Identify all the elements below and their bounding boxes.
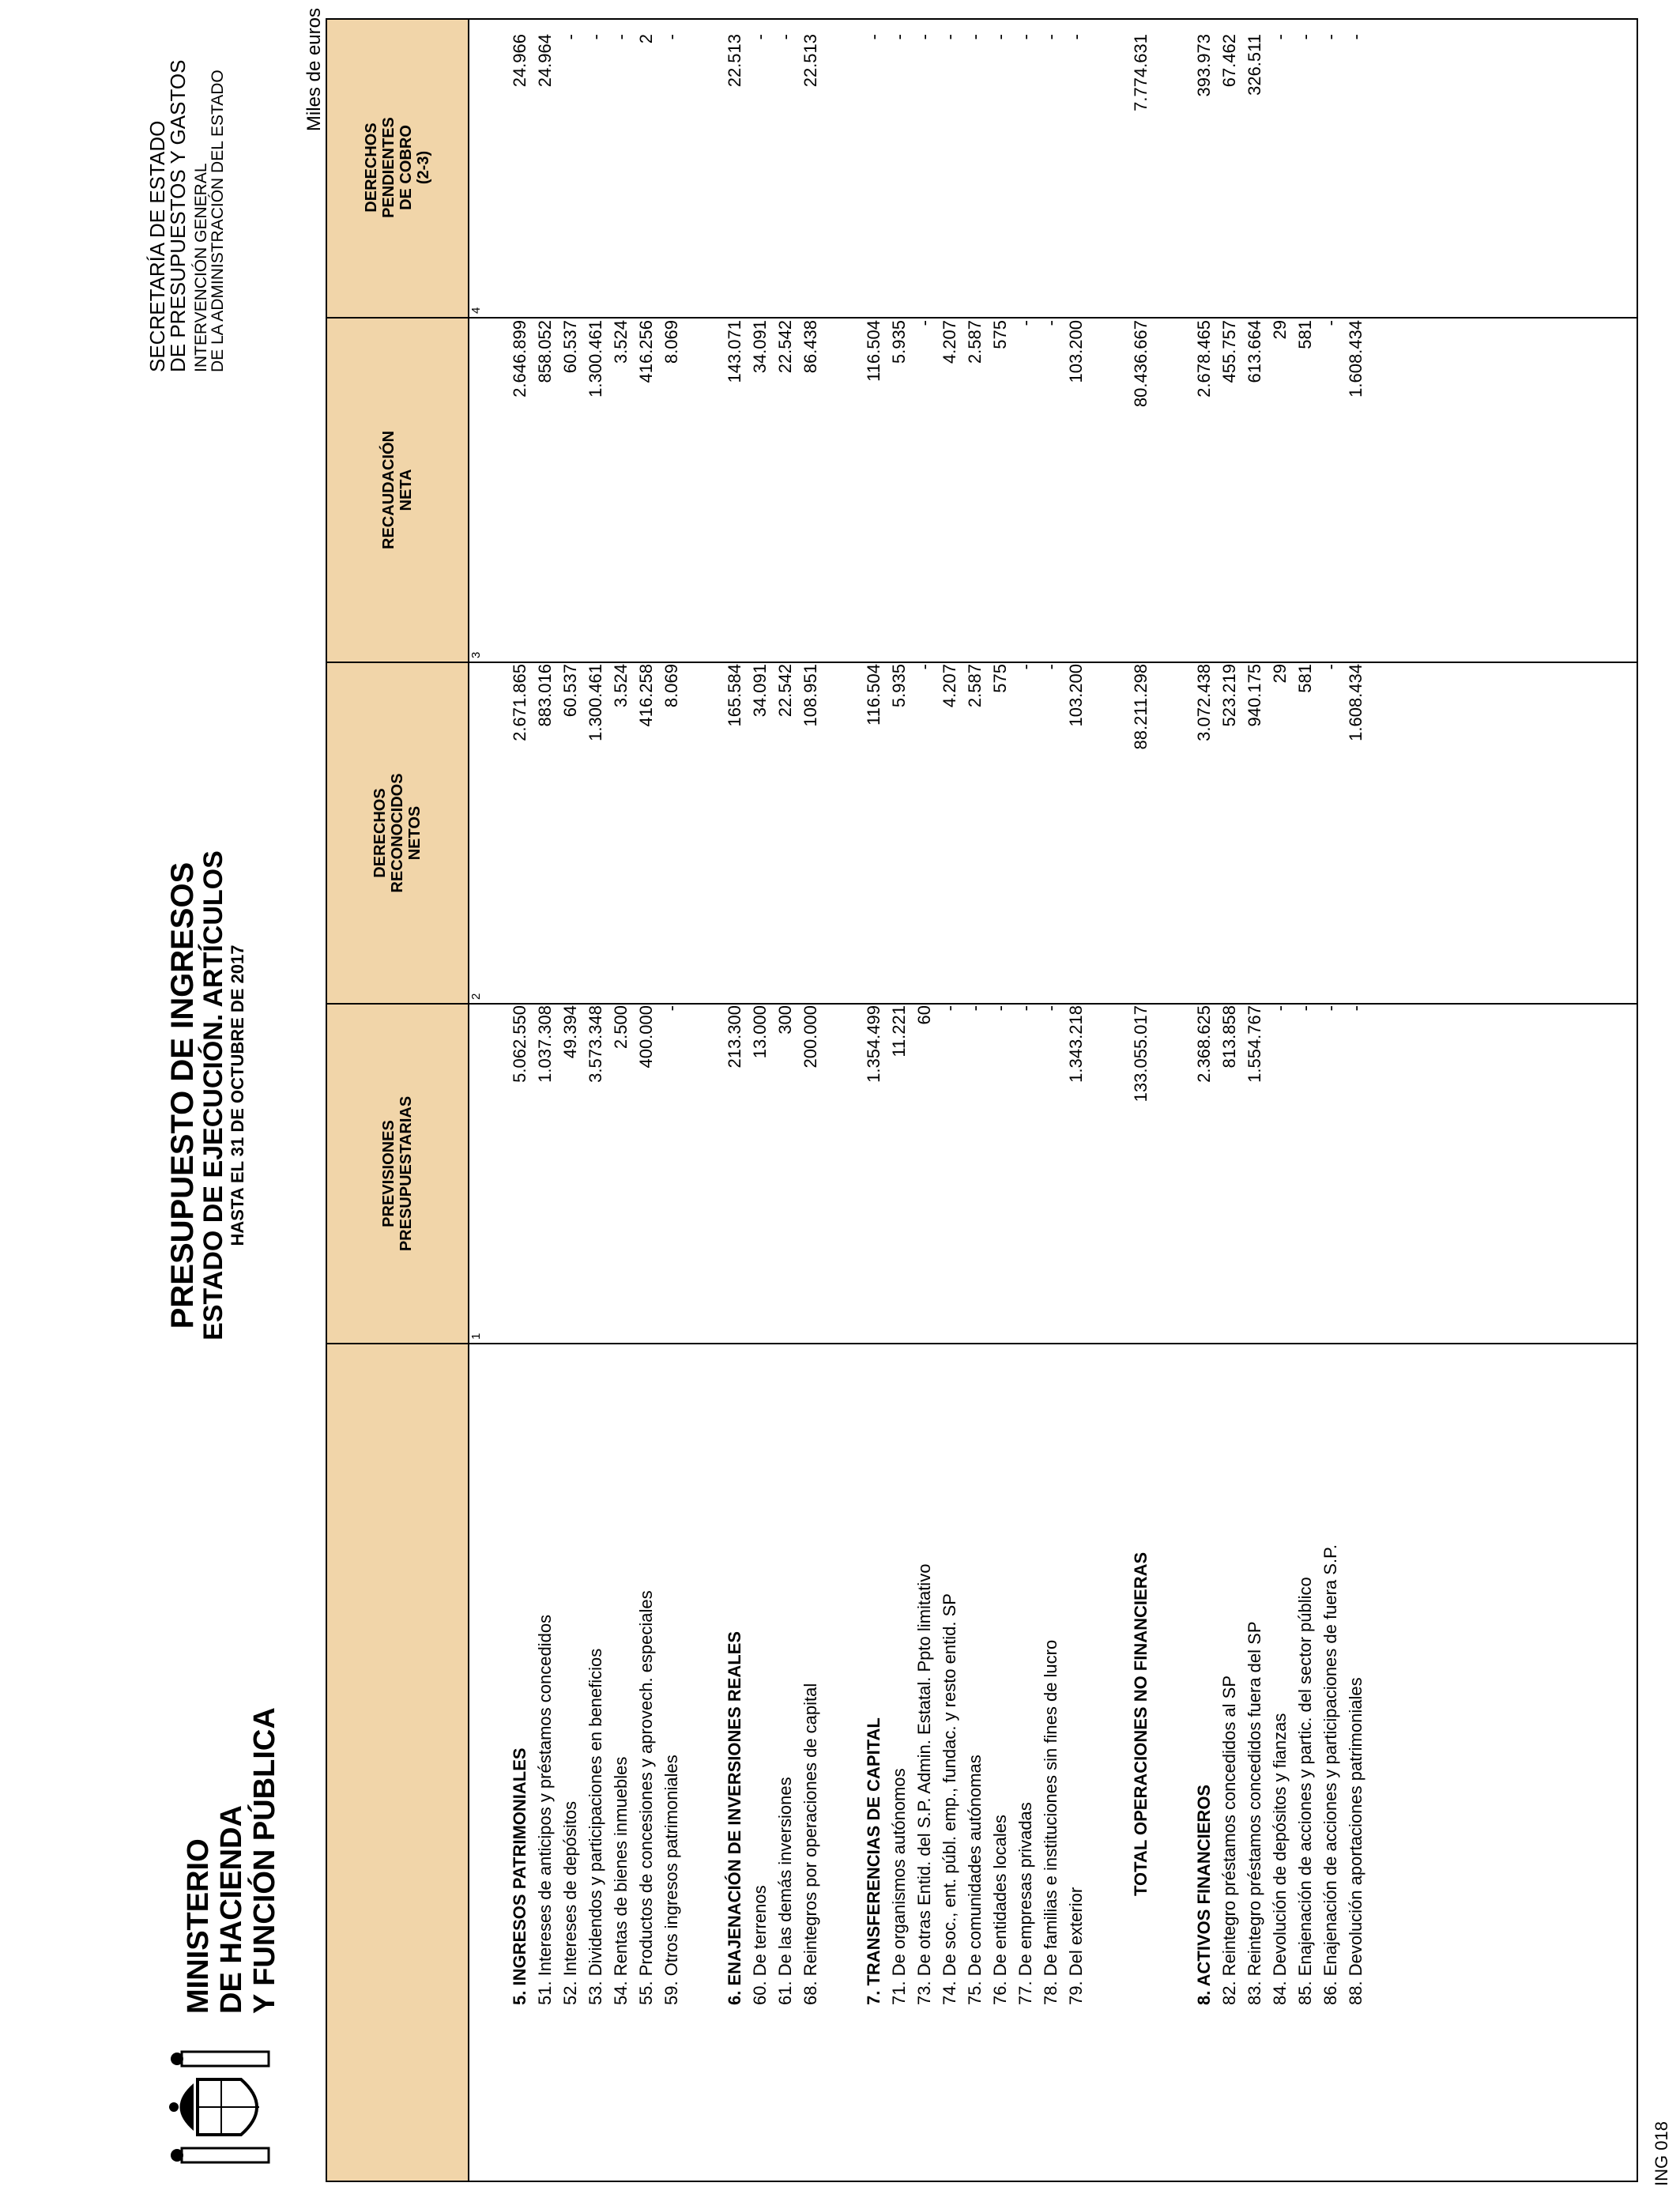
title-line-1: PRESUPUESTO DE INGRESOS xyxy=(165,861,200,1329)
table-row xyxy=(585,20,606,2181)
cell-value: - xyxy=(1295,1005,1315,1012)
table-row xyxy=(1015,20,1036,2181)
row-label: 7. TRANSFERENCIAS DE CAPITAL xyxy=(864,1717,883,2005)
row-label: 8. ACTIVOS FINANCIEROS xyxy=(1194,1784,1214,2005)
section-row xyxy=(863,20,884,2181)
cell-value: - xyxy=(1320,664,1340,670)
cell-value: - xyxy=(990,1005,1010,1012)
cell-value: 103.200 xyxy=(1066,320,1086,383)
secretaria-line-2: DE PRESUPUESTOS Y GASTOS xyxy=(166,59,190,372)
cell-value: 2.500 xyxy=(611,1005,631,1050)
section-row xyxy=(724,20,745,2181)
table-row xyxy=(1040,20,1061,2181)
row-label: 86. Enajenación de acciones y participaciones de fuera S.P. xyxy=(1320,1544,1340,2005)
cell-value: - xyxy=(775,34,795,40)
row-label: 6. ENAJENACIÓN DE INVERSIONES REALES xyxy=(725,1630,744,2005)
form-code: ING 018 xyxy=(1652,2121,1671,2186)
cell-value: - xyxy=(914,664,934,670)
row-label: 54. Rentas de bienes inmuebles xyxy=(611,1756,631,2005)
title-line-3: HASTA EL 31 DE OCTUBRE DE 2017 xyxy=(228,944,247,1246)
cell-value: 1.608.434 xyxy=(1346,664,1365,741)
table-row xyxy=(1345,20,1366,2181)
table-row xyxy=(610,20,631,2181)
cell-value: - xyxy=(940,1005,959,1012)
table-row xyxy=(1219,20,1240,2181)
cell-value: 143.071 xyxy=(725,320,744,383)
row-label: 51. Intereses de anticipos y préstamos concedidos xyxy=(535,1614,555,2005)
row-label: 60. De terrenos xyxy=(750,1885,770,2005)
table-row xyxy=(1065,20,1087,2181)
cell-value: - xyxy=(1015,34,1035,40)
cell-value: - xyxy=(940,34,959,40)
section-row xyxy=(1193,20,1215,2181)
row-label: 74. De soc., ent. públ. emp., fundac. y resto entid. SP xyxy=(940,1593,959,2005)
cell-value: 1.608.434 xyxy=(1346,320,1365,398)
col-header-previsiones: PREVISIONES PRESUPUESTARIAS xyxy=(380,1095,415,1252)
cell-value: 60.537 xyxy=(560,664,580,718)
cell-value: 2.587 xyxy=(965,320,985,364)
cell-value: 34.091 xyxy=(750,664,770,718)
cell-value: - xyxy=(1346,34,1365,40)
row-label: 82. Reintegro préstamos concedidos al SP xyxy=(1219,1675,1239,2005)
cell-value: 455.757 xyxy=(1219,320,1239,383)
cell-value: - xyxy=(1320,34,1340,40)
cell-value: 393.973 xyxy=(1194,34,1214,97)
table-row xyxy=(635,20,657,2181)
cell-value: 300 xyxy=(775,1005,795,1035)
cell-value: 8.069 xyxy=(661,664,681,708)
cell-value: - xyxy=(1015,1005,1035,1012)
cell-value: 575 xyxy=(990,664,1010,693)
cell-value: - xyxy=(661,1005,681,1012)
cell-value: 1.354.499 xyxy=(864,1005,883,1083)
table-row xyxy=(1269,20,1290,2181)
report-title xyxy=(166,850,248,1340)
cell-value: - xyxy=(1015,664,1035,670)
cell-value: 80.436.667 xyxy=(1131,320,1151,408)
cell-value: 116.504 xyxy=(864,664,883,726)
col-header-derechos-reconocidos: DERECHOS RECONOCIDOS NETOS xyxy=(371,773,424,893)
cell-value: 29 xyxy=(1270,320,1290,340)
cell-value: - xyxy=(1320,1005,1340,1012)
ministry-line-1: MINISTERIO xyxy=(182,1838,215,2014)
cell-value: 116.504 xyxy=(864,320,883,382)
table-row xyxy=(774,20,796,2181)
cell-value: 575 xyxy=(990,320,1010,349)
cell-value: - xyxy=(1270,34,1290,40)
table-row xyxy=(1244,20,1265,2181)
cell-value: - xyxy=(1295,34,1315,40)
column-number: 4 xyxy=(469,307,483,314)
row-label: 84. Devolución de depósitos y fianzas xyxy=(1270,1713,1290,2005)
cell-value: 1.343.218 xyxy=(1066,1005,1086,1083)
row-label: 76. De entidades locales xyxy=(990,1815,1010,2005)
cell-value: 2.678.465 xyxy=(1194,320,1214,398)
cell-value: 22.542 xyxy=(775,664,795,718)
cell-value: 22.513 xyxy=(725,34,744,88)
ministry-line-2: DE HACIENDA xyxy=(215,1805,248,2014)
cell-value: 416.256 xyxy=(636,320,656,383)
cell-value: - xyxy=(965,1005,985,1012)
cell-value: 1.037.308 xyxy=(535,1005,555,1083)
cell-value: - xyxy=(1041,664,1060,670)
cell-value: 8.069 xyxy=(661,320,681,364)
cell-value: 416.258 xyxy=(636,664,656,727)
cell-value: 3.072.438 xyxy=(1194,664,1214,741)
row-label: 79. Del exterior xyxy=(1066,1887,1086,2005)
cell-value: - xyxy=(750,34,770,40)
cell-value: 3.573.348 xyxy=(586,1005,605,1083)
cell-value: 165.584 xyxy=(725,664,744,727)
col-header-recaudacion: RECAUDACIÓN NETA xyxy=(380,431,415,549)
secretaria-block xyxy=(147,60,226,372)
cell-value: 5.935 xyxy=(889,664,909,708)
section-row xyxy=(509,20,530,2181)
table-row xyxy=(800,20,821,2181)
cell-value: - xyxy=(914,34,934,40)
cell-value: 3.524 xyxy=(611,320,631,364)
coat-of-arms-icon xyxy=(166,2044,277,2170)
cell-value: 133.055.017 xyxy=(1131,1005,1151,1103)
cell-value: 108.951 xyxy=(800,664,820,727)
cell-value: 2.646.899 xyxy=(510,320,529,398)
table-row xyxy=(888,20,910,2181)
cell-value: 581 xyxy=(1295,320,1315,349)
cell-value: 613.664 xyxy=(1245,320,1264,383)
cell-value: - xyxy=(1041,320,1060,326)
cell-value: - xyxy=(1041,1005,1060,1012)
row-label: 73. De otras Entid. del S.P. Admin. Estatal. Ppto limitativo xyxy=(914,1563,934,2005)
cell-value: - xyxy=(1320,320,1340,326)
cell-value: - xyxy=(1066,34,1086,40)
row-label: 88. Devolución aportaciones patrimoniales xyxy=(1346,1677,1365,2005)
cell-value: 5.062.550 xyxy=(510,1005,529,1083)
row-label: TOTAL OPERACIONES NO FINANCIERAS xyxy=(1131,1551,1151,1896)
col-header-pendientes: DERECHOS PENDIENTES DE COBRO (2-3) xyxy=(363,117,432,218)
row-label: 77. De empresas privadas xyxy=(1015,1802,1035,2005)
table-row xyxy=(1320,20,1341,2181)
title-line-2: ESTADO DE EJECUCIÓN. ARTÍCULOS xyxy=(198,850,228,1340)
cell-value: 883.016 xyxy=(535,664,555,727)
cell-value: 4.207 xyxy=(940,664,959,708)
cell-value: - xyxy=(611,34,631,40)
table-row xyxy=(559,20,581,2181)
ministry-line-3: Y FUNCIÓN PÚBLICA xyxy=(248,1707,281,2014)
cell-value: 523.219 xyxy=(1219,664,1239,727)
cell-value: 326.511 xyxy=(1245,34,1264,96)
cell-value: - xyxy=(889,34,909,40)
table-row xyxy=(661,20,682,2181)
row-label: 52. Intereses de depósitos xyxy=(560,1800,580,2005)
table-row xyxy=(1294,20,1316,2181)
row-label: 68. Reintegros por operaciones de capital xyxy=(800,1683,820,2005)
cell-value: - xyxy=(864,34,883,40)
cell-value: 49.394 xyxy=(560,1005,580,1059)
table-row xyxy=(534,20,556,2181)
row-label: 53. Dividendos y participaciones en beneficios xyxy=(586,1648,605,2005)
cell-value: - xyxy=(586,34,605,40)
cell-value: 22.513 xyxy=(800,34,820,88)
cell-value: 940.175 xyxy=(1245,664,1264,727)
cell-value: 4.207 xyxy=(940,320,959,364)
cell-value: 2 xyxy=(636,34,656,44)
row-label: 75. De comunidades autónomas xyxy=(965,1755,985,2005)
secretaria-line-4: DE LA ADMINISTRACIÓN DEL ESTADO xyxy=(209,70,227,372)
cell-value: 2.671.865 xyxy=(510,664,529,741)
cell-value: 24.964 xyxy=(535,34,555,88)
cell-value: 24.966 xyxy=(510,34,529,88)
cell-value: 400.000 xyxy=(636,1005,656,1069)
cell-value: - xyxy=(1346,1005,1365,1012)
table-header xyxy=(327,20,469,2181)
cell-value: 581 xyxy=(1295,664,1315,693)
cell-value: - xyxy=(1270,1005,1290,1012)
cell-value: 200.000 xyxy=(800,1005,820,1069)
secretaria-line-1: SECRETARÍA DE ESTADO xyxy=(145,120,169,372)
cell-value: 1.300.461 xyxy=(586,320,605,398)
cell-value: 5.935 xyxy=(889,320,909,364)
row-label: 5. INGRESOS PATRIMONIALES xyxy=(510,1747,529,2005)
cell-value: - xyxy=(965,34,985,40)
column-number: 1 xyxy=(469,1333,483,1340)
cell-value: 67.462 xyxy=(1219,34,1239,88)
cell-value: 103.200 xyxy=(1066,664,1086,727)
row-label: 59. Otros ingresos patrimoniales xyxy=(661,1755,681,2005)
row-label: 61. De las demás inversiones xyxy=(775,1777,795,2005)
table-row xyxy=(989,20,1011,2181)
units-label: Miles de euros xyxy=(303,8,325,132)
table-row xyxy=(964,20,985,2181)
row-label: 71. De organismos autónomos xyxy=(889,1768,909,2005)
row-label: 78. De familias e instituciones sin fines de lucro xyxy=(1041,1639,1060,2005)
ministry-name xyxy=(182,1707,281,2014)
table-row xyxy=(913,20,935,2181)
secretaria-line-3: INTERVENCIÓN GENERAL xyxy=(192,163,210,372)
cell-value: - xyxy=(661,34,681,40)
execution-table xyxy=(326,18,1638,2182)
total-row xyxy=(1130,20,1151,2181)
row-label: 55. Productos de concesiones y aprovech. especiales xyxy=(636,1590,656,2005)
cell-value: 22.542 xyxy=(775,320,795,374)
cell-value: 60 xyxy=(914,1005,934,1025)
row-label: 85. Enajenación de acciones y partic. del sector público xyxy=(1295,1577,1315,2005)
cell-value: 213.300 xyxy=(725,1005,744,1069)
cell-value: 13.000 xyxy=(750,1005,770,1059)
cell-value: - xyxy=(990,34,1010,40)
cell-value: 1.554.767 xyxy=(1245,1005,1264,1083)
table-row xyxy=(749,20,770,2181)
column-number: 2 xyxy=(469,993,483,1000)
cell-value: 1.300.461 xyxy=(586,664,605,741)
cell-value: 2.368.625 xyxy=(1194,1005,1214,1083)
cell-value: 11.221 xyxy=(889,1005,909,1057)
cell-value: 88.211.298 xyxy=(1131,664,1151,750)
cell-value: 86.438 xyxy=(800,320,820,374)
cell-value: - xyxy=(1015,320,1035,326)
cell-value: - xyxy=(560,34,580,40)
cell-value: - xyxy=(914,320,934,326)
cell-value: 813.858 xyxy=(1219,1005,1239,1069)
cell-value: 858.052 xyxy=(535,320,555,383)
cell-value: 2.587 xyxy=(965,664,985,708)
table-row xyxy=(939,20,960,2181)
cell-value: 7.774.631 xyxy=(1131,34,1151,111)
cell-value: - xyxy=(1041,34,1060,40)
cell-value: 29 xyxy=(1270,664,1290,684)
column-number: 3 xyxy=(469,651,483,658)
cell-value: 3.524 xyxy=(611,664,631,708)
cell-value: 60.537 xyxy=(560,320,580,374)
row-label: 83. Reintegro préstamos concedidos fuera del SP xyxy=(1245,1621,1264,2005)
cell-value: 34.091 xyxy=(750,320,770,374)
